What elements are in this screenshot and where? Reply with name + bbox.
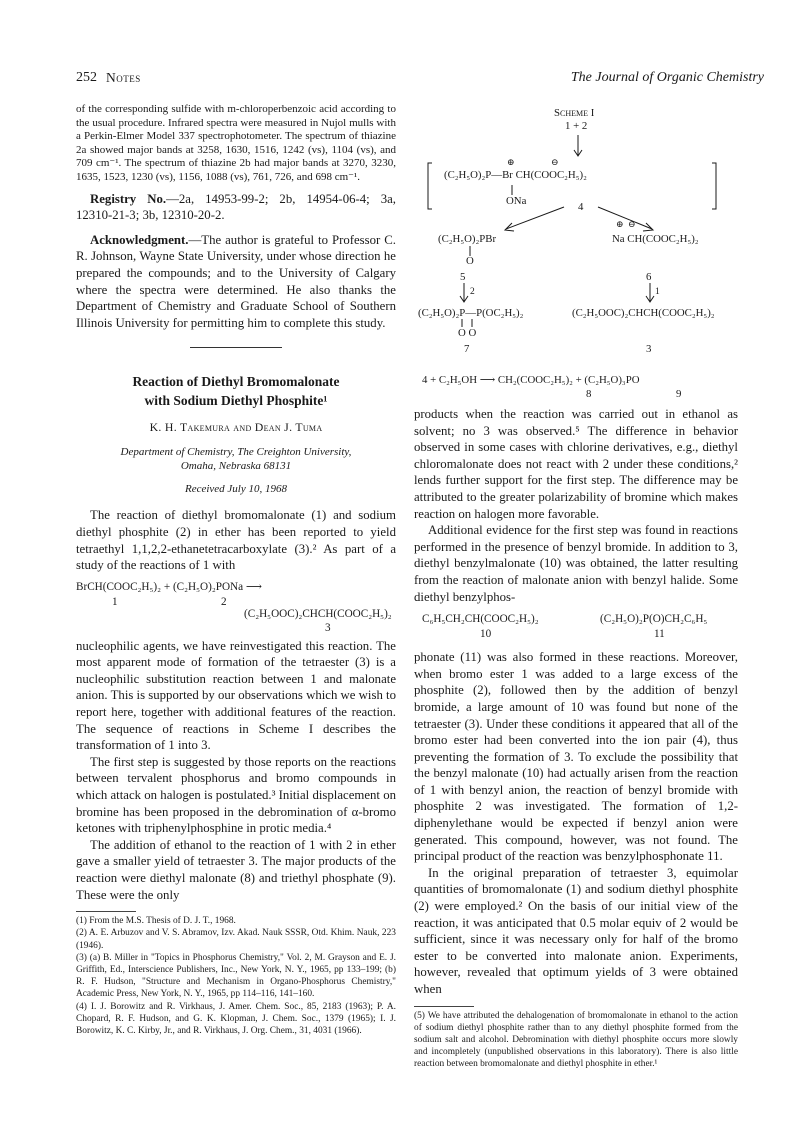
- compound-5-oxygen: O: [466, 255, 474, 267]
- equation-2: [414, 611, 738, 645]
- footnote: (4) I. J. Borowitz and R. Virkhaus, J. Amer. Chem. Soc., 85, 2183 (1963); P. A. Chopard, R. F. Hudson, and G. K. Klopman, J. Chem. Soc., 1379 (1965); I. J. Borowitz, K. C. Kirby, Jr., and R. Virkhaus, J. Org. Chem., 31, 4031 (1966).: [76, 1001, 396, 1037]
- arrow-label-2: 2: [470, 287, 475, 297]
- equation-1: [76, 578, 396, 634]
- compound-7: (C₂H₅O)₂P—P(OC₂H₅)₂: [418, 307, 524, 319]
- compound-number-9: 9: [676, 388, 682, 400]
- arrow-label-1: 1: [655, 287, 660, 297]
- footnote-divider: [76, 911, 136, 912]
- anion-minus: ⊖: [628, 219, 636, 229]
- body-paragraph-4: The addition of ethanol to the reaction of 1 with 2 in ether gave a smaller yield of tetraester 3. The major products of the reaction were diethyl malonate (8) and triethyl phosphate (9). These were the only: [76, 837, 396, 902]
- registry-text: —2a, 14953-99-2; 2b, 14954-06-4; 3a, 12310-21-3; 3b, 12310-20-2.: [76, 191, 397, 223]
- compound-number-7: 7: [464, 343, 470, 355]
- right-footnote-divider: [414, 1006, 474, 1007]
- footnote-5: (5) We have attributed the dehalogenation of bromomalonate in ethanol to the action of sodium diethyl phosphite rather than to any diethyl phosphite formed from the sodium salt and alcohol. Debromination with diethyl phosphite occurs more slowly and incompletely (unpublished observations in this laboratory). There is also little reaction between bromomalonate and diethyl phosphite in ether.¹: [414, 1010, 738, 1070]
- ion-pair: (C₂H₅O)₂P—Br CH(COOC₂H₅)₂: [444, 169, 587, 181]
- compound-number-8: 8: [586, 388, 592, 400]
- right-paragraph-3: phonate (11) was also formed in these reactions. Moreover, when bromo ester 1 was added to a large excess of the phosphite (2), followed then by the addition of benzyl bromide, a large amount of 10 was found but none of the tetraester (3). Under these conditions it appeared that all of the bromo ester had been converted into the ion pair (4), thus preventing the formation of 3. To exclude the possibility that the benzyl malonate (10) had actually arisen from the reaction of 1 with benzyl anion, the reaction of benzyl bromide with phosphite 2 was investigated. The formation of 1,2-diphenylethane would be expected if benzyl anion were generated. This compound, however, was not found. The principal product of the reaction was benzylphosphonate 11.: [414, 650, 738, 864]
- registry-label: Registry No.: [90, 191, 167, 206]
- equation-bottom: 4 + C₂H₅OH ⟶ CH₂(COOC₂H₅)₂ + (C₂H₅O)₃PO: [422, 374, 640, 386]
- compound-7-oxygens: O O: [458, 327, 477, 339]
- footnote: (1) From the M.S. Thesis of D. J. T., 1968.: [76, 916, 236, 927]
- compound-6: Na CH(COOC₂H₅)₂: [612, 233, 699, 245]
- affiliation-line1: Department of Chemistry, The Creighton University,: [120, 446, 352, 459]
- equation-1-number-1: 1: [112, 595, 118, 608]
- equation-1-number-2: 2: [221, 595, 227, 608]
- body-paragraph-2: nucleophilic agents, we have reinvestigated this reaction. The most apparent mode of formation of the tetraester (3) is a nucleophilic substitution reaction between 1 and malonate anion. This is supported by our observations which we wish to report here, together with additional features of the reaction. The sequence of reactions in Scheme I describes the transformation of 1 into 3.: [76, 638, 397, 753]
- compound-number-5: 5: [460, 271, 466, 283]
- article-heading: [76, 372, 396, 495]
- equation-1-reactants: BrCH(COOC₂H₅)₂ + (C₂H₅O)₂PONa ⟶: [76, 580, 262, 593]
- scheme-arrows: [414, 105, 738, 405]
- page-number: 252: [76, 70, 97, 85]
- equation-1-number-3: 3: [325, 621, 331, 634]
- scheme-reactants: 1 + 2: [565, 120, 588, 132]
- intro-paragraph: of the corresponding sulfide with m-chloroperbenzoic acid according to the usual procedure. Infrared spectra were measured in Nujol mulls with a Perkin-Elmer Model 337 spectrophotometer. The spectrum of thiazine 2a showed major bands at 3258, 1630, 1516, 1242 (vs), 1104 (vs), and 709 cm⁻¹. The spectrum of thiazine 2b had major bands at 3270, 3230, 1635, 1523, 1230 (vs), 1156, 1088 (vs), 761, 726, and 698 cm⁻¹.: [76, 103, 396, 183]
- charge-minus: ⊖: [551, 157, 559, 167]
- right-paragraph-2: Additional evidence for the first step was found in reactions performed in the presence of benzyl bromide. In addition to 3, diethyl benzylmalonate (10) was obtained, the latter resulting from the reaction of malonate anion with benzyl halide. Some diethyl benzylphos-: [414, 523, 738, 604]
- right-paragraph-1: products when the reaction was carried out in ethanol as solvent; no 3 was observed.⁵ The difference in behavior observed in some cases with chlorine derivatives, e.g., diethyl chloromalonate does not react with 2 under these conditions,² lends further support for the first step. The difference may be attributed to the greater polarizability of bromine which makes reaction on halogen more favorable.: [414, 407, 738, 521]
- compound-number-10: 10: [480, 628, 492, 641]
- article-authors: K. H. Takemura and Dean J. Tuma: [149, 420, 323, 435]
- step-label-4: 4: [578, 201, 584, 213]
- affiliation-line2: Omaha, Nebraska 68131: [180, 460, 292, 473]
- right-paragraph-4: In the original preparation of tetraester 3, equimolar quantities of bromomalonate (1) and sodium diethyl phosphite (2) were employed.² On the basis of our initial view of the reaction, it was anticipated that 0.5 molar equiv of 2 would be sufficient, since it was necessary only for half of the bromo ester to be converted into malonate anion. Experiments, however, revealed that optimum yields of 3 were obtained when: [414, 865, 738, 996]
- acknowledgment-paragraph: [76, 232, 396, 332]
- article-title-line1: Reaction of Diethyl Bromomalonate: [132, 374, 340, 390]
- article-title-line2: with Sodium Diethyl Phosphite¹: [144, 393, 328, 409]
- section-divider: [190, 347, 282, 348]
- compound-10: C₆H₅CH₂CH(COOC₂H₅)₂: [422, 613, 539, 626]
- compound-5: (C₂H₅O)₂PBr: [438, 233, 497, 245]
- compound-number-6: 6: [646, 271, 652, 283]
- scheme-1: [414, 105, 738, 405]
- acknowledgment-text: —The author is grateful to Professor C. R. Johnson, Wayne State University, under whose direction he prepared the compounds; and to the University of Calgary where the spectra were determined. He also thanks the Department of Chemistry and Graduate School of Southern Illinois University for permitting him to complete this study.: [76, 232, 396, 330]
- left-column: [76, 103, 396, 1037]
- received-date: Received July 10, 1968: [184, 483, 287, 496]
- footnote: (2) A. E. Arbuzov and V. S. Abramov, Izv. Akad. Nauk SSSR, Otd. Khim. Nauk, 223 (1946).: [76, 928, 396, 951]
- acknowledgment-label: Acknowledgment.: [90, 232, 189, 247]
- right-column: [414, 406, 738, 1071]
- footnote: (3) (a) B. Miller in "Topics in Phosphorus Chemistry," Vol. 2, M. Grayson and E. J. Griffith, Ed., Interscience Publishers, Inc., New York, N. Y., 1965, pp 133–199; (b) R. F. Hudson, "Structure and Mechanism in Organo-Phosphorus Chemistry," Academic Press, New York, N. Y., 1965, pp 114–116, 141–160.: [76, 952, 396, 1000]
- charge-plus: ⊕: [507, 157, 515, 167]
- compound-3: (C₂H₅OOC)₂CHCH(COOC₂H₅)₂: [572, 307, 715, 319]
- equation-1-product: (C₂H₅OOC)₂CHCH(COOC₂H₅)₂: [244, 607, 392, 620]
- body-paragraph-3: The first step is suggested by those reports on the reactions between tervalent phosphorus and bromo compounds in which attack on halogen is postulated.³ Initial displacement on bromine has been proposed in the debromination of α-bromo ketones with triphenylphosphine in protic media.⁴: [76, 754, 396, 836]
- ion-pair-ona: ONa: [506, 195, 527, 207]
- section-name: Notes: [106, 70, 141, 85]
- footnotes: [76, 915, 396, 1037]
- scheme-title: Scheme I: [554, 107, 595, 119]
- compound-number-11: 11: [654, 628, 665, 641]
- page-header: [76, 70, 764, 90]
- journal-name: The Journal of Organic Chemistry: [570, 70, 764, 85]
- compound-number-3: 3: [646, 343, 652, 355]
- compound-11: (C₂H₅O)₂P(O)CH₂C₆H₅: [600, 613, 708, 626]
- registry-paragraph: [76, 191, 396, 224]
- na-plus: ⊕: [616, 219, 624, 229]
- body-paragraph-1: The reaction of diethyl bromomalonate (1) and sodium diethyl phosphite (2) in ether has been reported to yield tetraethyl 1,1,2,2-ethanetetracarboxylate (3).² As part of a study of the reactions of 1 with: [76, 508, 396, 573]
